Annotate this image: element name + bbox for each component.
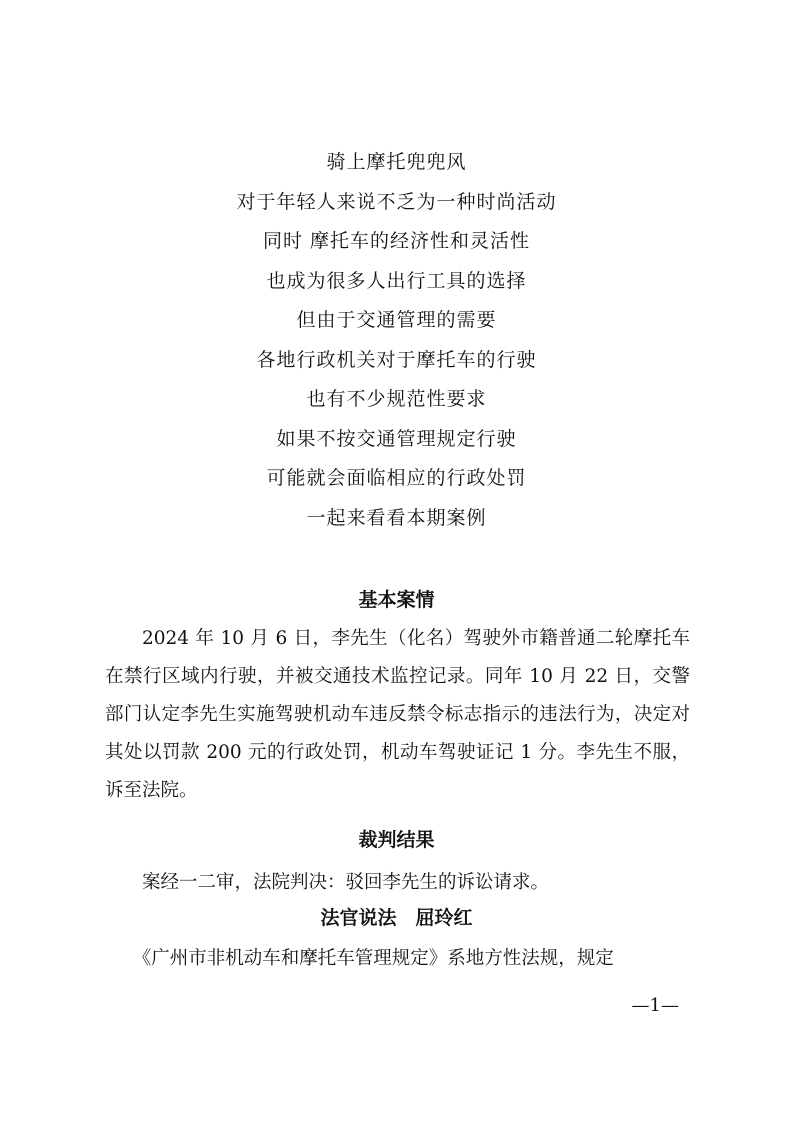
poem-line: 各地行政机关对于摩托车的行驶 [256, 348, 537, 371]
poem-line: 如果不按交通管理规定行驶 [276, 427, 517, 450]
page-number: —1— [631, 995, 679, 1016]
case-paragraph: 2024 年 10 月 6 日，李先生（化名）驾驶外市籍普通二轮摩托车在禁行区域内行驶，并被交通技术监控记录。同年 10 月 22 日，交警部门认定李先生实施驾驶机动车违反禁令标志指示的违法行为，决定对其处以罚款 200 元的行政处罚，机动车驾驶证记 1 分。李先生不服，诉至法院。 [105, 628, 690, 801]
commentary-paragraph: 《广州市非机动车和摩托车管理规定》系地方性法规，规定 [132, 948, 614, 969]
section-heading-case: 基本案情 [358, 589, 435, 611]
poem-line: 可能就会面临相应的行政处罚 [266, 467, 527, 489]
poem-line: 一起来看看本期案例 [306, 506, 487, 529]
poem-line: 也成为很多人出行工具的选择 [266, 269, 527, 292]
poem-line: 对于年轻人来说不乏为一种时尚活动 [236, 190, 557, 213]
section-heading-commentary: 法官说法 屈玲红 [320, 907, 473, 929]
poem-line: 同时 摩托车的经济性和灵活性 [262, 230, 531, 252]
poem-line: 但由于交通管理的需要 [296, 309, 497, 331]
section-heading-judgment: 裁判结果 [358, 829, 435, 851]
poem-line: 也有不少规范性要求 [306, 388, 487, 410]
poem-line: 骑上摩托兜兜风 [326, 151, 467, 173]
intro-poem [0, 143, 793, 538]
judgment-paragraph: 案经一二审，法院判决：驳回李先生的诉讼请求。 [142, 872, 550, 893]
